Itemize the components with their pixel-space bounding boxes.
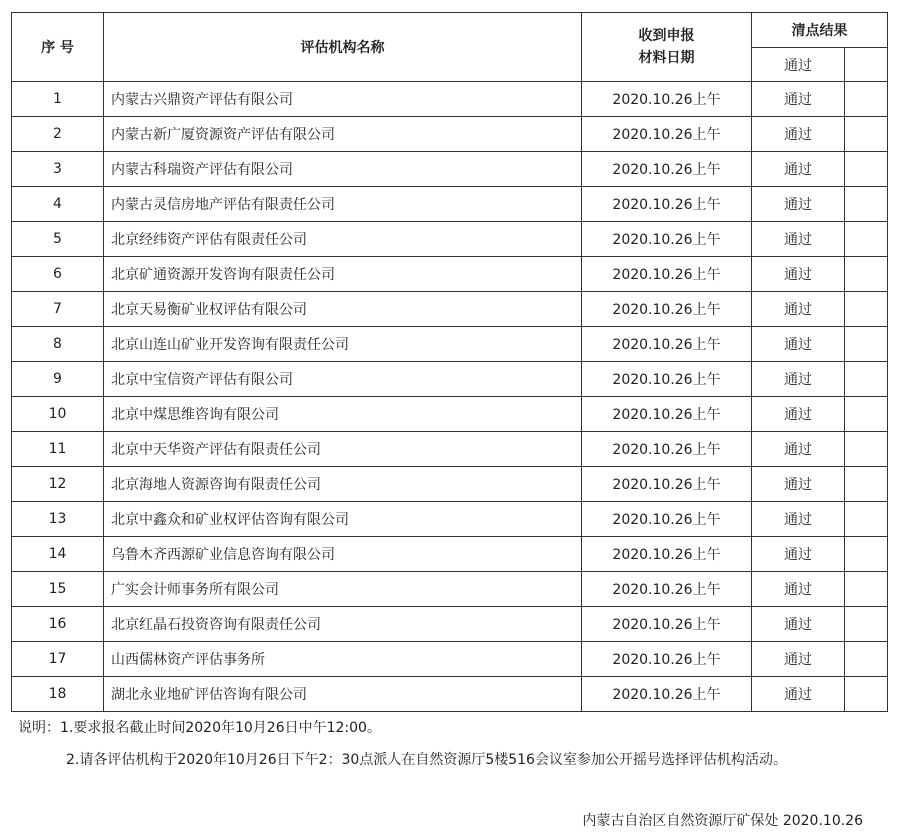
row-institution-name: 内蒙古兴鼎资产评估有限公司 <box>104 82 582 117</box>
row-empty-cell <box>845 502 888 537</box>
table-row <box>12 362 888 397</box>
row-check-result: 通过 <box>752 187 845 222</box>
row-received-date: 2020.10.26上午 <box>582 222 752 257</box>
row-empty-cell <box>845 432 888 467</box>
row-institution-name: 北京矿通资源开发咨询有限责任公司 <box>104 257 582 292</box>
table-row <box>12 292 888 327</box>
row-empty-cell <box>845 82 888 117</box>
header-received-date-line2: 材料日期 <box>638 50 695 66</box>
table-row <box>12 572 888 607</box>
row-serial-number: 11 <box>12 432 104 467</box>
row-check-result: 通过 <box>752 537 845 572</box>
row-institution-name: 北京海地人资源咨询有限责任公司 <box>104 467 582 502</box>
row-serial-number: 15 <box>12 572 104 607</box>
row-received-date: 2020.10.26上午 <box>582 292 752 327</box>
row-check-result: 通过 <box>752 572 845 607</box>
row-institution-name: 山西儒林资产评估事务所 <box>104 642 582 677</box>
row-empty-cell <box>845 362 888 397</box>
row-check-result: 通过 <box>752 222 845 257</box>
row-serial-number: 10 <box>12 397 104 432</box>
row-received-date: 2020.10.26上午 <box>582 152 752 187</box>
table-row <box>12 117 888 152</box>
row-serial-number: 3 <box>12 152 104 187</box>
header-received-date-line1: 收到申报 <box>638 28 695 44</box>
table-row <box>12 537 888 572</box>
row-received-date: 2020.10.26上午 <box>582 572 752 607</box>
row-institution-name: 北京中宝信资产评估有限公司 <box>104 362 582 397</box>
row-empty-cell <box>845 152 888 187</box>
table-row <box>12 327 888 362</box>
table-header <box>12 13 888 82</box>
row-empty-cell <box>845 292 888 327</box>
header-institution-name: 评估机构名称 <box>104 13 582 82</box>
row-check-result: 通过 <box>752 152 845 187</box>
row-serial-number: 1 <box>12 82 104 117</box>
row-institution-name: 广实会计师事务所有限公司 <box>104 572 582 607</box>
row-check-result: 通过 <box>752 117 845 152</box>
row-received-date: 2020.10.26上午 <box>582 642 752 677</box>
table-row <box>12 502 888 537</box>
row-serial-number: 9 <box>12 362 104 397</box>
footer-signature: 内蒙古自治区自然资源厅矿保处 2020.10.26 <box>582 813 863 829</box>
row-check-result: 通过 <box>752 642 845 677</box>
row-institution-name: 北京中鑫众和矿业权评估咨询有限公司 <box>104 502 582 537</box>
table-row <box>12 642 888 677</box>
row-institution-name: 内蒙古科瑞资产评估有限公司 <box>104 152 582 187</box>
row-received-date: 2020.10.26上午 <box>582 117 752 152</box>
table-row <box>12 187 888 222</box>
row-institution-name: 乌鲁木齐西源矿业信息咨询有限公司 <box>104 537 582 572</box>
row-check-result: 通过 <box>752 502 845 537</box>
row-received-date: 2020.10.26上午 <box>582 432 752 467</box>
table-row <box>12 257 888 292</box>
row-check-result: 通过 <box>752 292 845 327</box>
row-empty-cell <box>845 572 888 607</box>
registration-table <box>11 12 888 712</box>
row-serial-number: 4 <box>12 187 104 222</box>
row-received-date: 2020.10.26上午 <box>582 397 752 432</box>
row-check-result: 通过 <box>752 257 845 292</box>
row-check-result: 通过 <box>752 82 845 117</box>
note-line-2: 2.请各评估机构于2020年10月26日下午2：30点派人在自然资源厅5楼516会议室参加公开摇号选择评估机构活动。 <box>66 752 787 768</box>
row-serial-number: 7 <box>12 292 104 327</box>
row-serial-number: 2 <box>12 117 104 152</box>
row-empty-cell <box>845 222 888 257</box>
row-received-date: 2020.10.26上午 <box>582 327 752 362</box>
row-check-result: 通过 <box>752 362 845 397</box>
row-empty-cell <box>845 642 888 677</box>
row-received-date: 2020.10.26上午 <box>582 82 752 117</box>
row-serial-number: 13 <box>12 502 104 537</box>
row-empty-cell <box>845 187 888 222</box>
row-empty-cell <box>845 257 888 292</box>
row-received-date: 2020.10.26上午 <box>582 467 752 502</box>
table-row <box>12 82 888 117</box>
table-body <box>12 82 888 712</box>
header-received-date <box>582 13 752 82</box>
row-received-date: 2020.10.26上午 <box>582 677 752 712</box>
row-serial-number: 14 <box>12 537 104 572</box>
row-check-result: 通过 <box>752 432 845 467</box>
row-institution-name: 北京中煤思维咨询有限公司 <box>104 397 582 432</box>
row-check-result: 通过 <box>752 327 845 362</box>
row-received-date: 2020.10.26上午 <box>582 362 752 397</box>
row-empty-cell <box>845 537 888 572</box>
row-empty-cell <box>845 677 888 712</box>
table-row <box>12 467 888 502</box>
table-row <box>12 397 888 432</box>
row-empty-cell <box>845 117 888 152</box>
row-serial-number: 16 <box>12 607 104 642</box>
row-check-result: 通过 <box>752 607 845 642</box>
note-line-1: 说明：1.要求报名截止时间2020年10月26日中午12:00。 <box>18 720 381 736</box>
row-check-result: 通过 <box>752 467 845 502</box>
row-institution-name: 湖北永业地矿评估咨询有限公司 <box>104 677 582 712</box>
row-institution-name: 北京山连山矿业开发咨询有限责任公司 <box>104 327 582 362</box>
notes <box>18 712 787 776</box>
table-row <box>12 432 888 467</box>
table-row <box>12 677 888 712</box>
row-received-date: 2020.10.26上午 <box>582 187 752 222</box>
row-serial-number: 8 <box>12 327 104 362</box>
row-institution-name: 北京中天华资产评估有限责任公司 <box>104 432 582 467</box>
row-institution-name: 北京天易衡矿业权评估有限公司 <box>104 292 582 327</box>
row-received-date: 2020.10.26上午 <box>582 502 752 537</box>
row-serial-number: 6 <box>12 257 104 292</box>
row-institution-name: 内蒙古新广厦资源资产评估有限公司 <box>104 117 582 152</box>
table-row <box>12 152 888 187</box>
row-received-date: 2020.10.26上午 <box>582 537 752 572</box>
row-institution-name: 内蒙古灵信房地产评估有限责任公司 <box>104 187 582 222</box>
row-check-result: 通过 <box>752 677 845 712</box>
row-empty-cell <box>845 607 888 642</box>
row-received-date: 2020.10.26上午 <box>582 607 752 642</box>
row-empty-cell <box>845 327 888 362</box>
row-empty-cell <box>845 467 888 502</box>
row-received-date: 2020.10.26上午 <box>582 257 752 292</box>
row-serial-number: 18 <box>12 677 104 712</box>
table-row <box>12 607 888 642</box>
row-institution-name: 北京经纬资产评估有限责任公司 <box>104 222 582 257</box>
row-serial-number: 17 <box>12 642 104 677</box>
header-result-empty <box>845 48 888 82</box>
row-check-result: 通过 <box>752 397 845 432</box>
row-serial-number: 5 <box>12 222 104 257</box>
row-institution-name: 北京红晶石投资咨询有限责任公司 <box>104 607 582 642</box>
row-empty-cell <box>845 397 888 432</box>
table-row <box>12 222 888 257</box>
row-serial-number: 12 <box>12 467 104 502</box>
header-check-result: 清点结果 <box>752 13 888 48</box>
header-result-pass: 通过 <box>752 48 845 82</box>
header-serial-number: 序 号 <box>12 13 104 82</box>
